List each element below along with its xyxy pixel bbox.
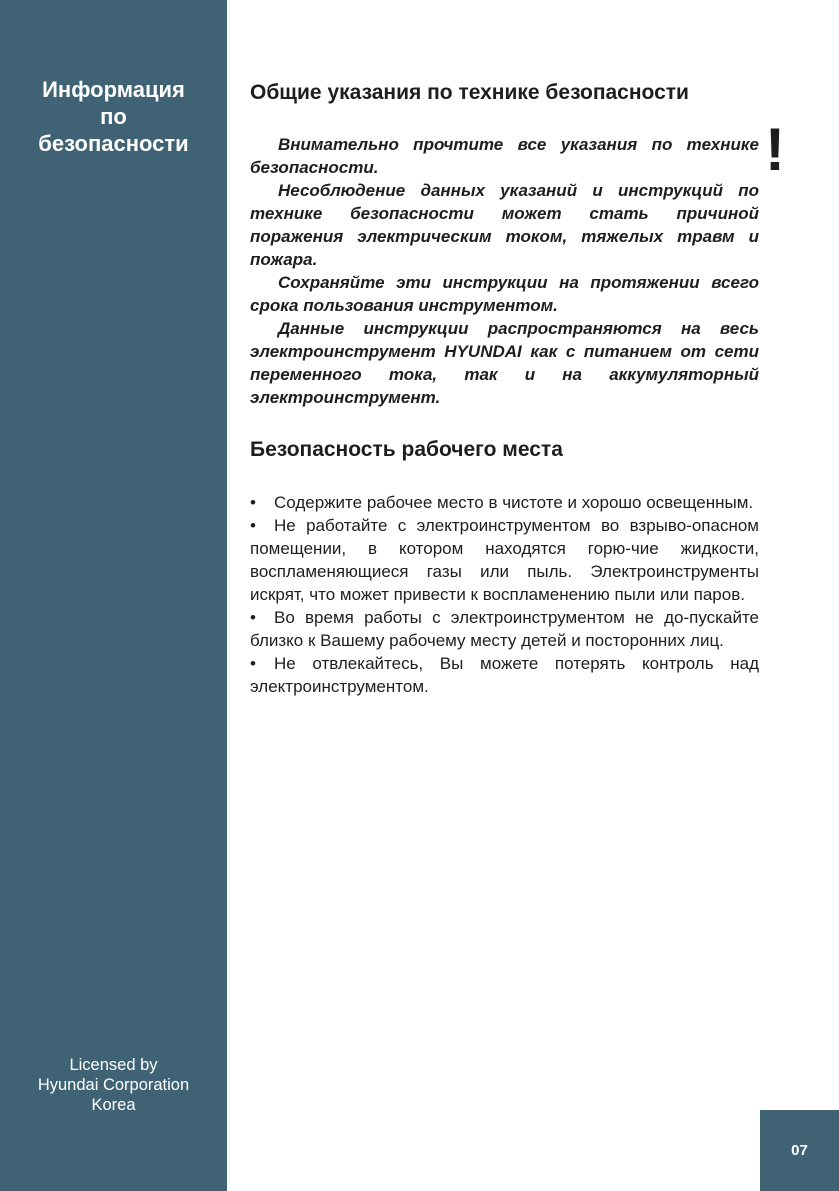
list-item-text: Содержите рабочее место в чистоте и хорошо освещенным. — [274, 493, 754, 512]
license-line: Licensed by — [69, 1056, 158, 1074]
exclamation-icon: ! — [765, 116, 785, 183]
bullet-icon: • — [250, 608, 256, 627]
section-title — [0, 76, 227, 157]
license-line: Hyundai Corporation — [37, 1076, 190, 1094]
license-note — [0, 1055, 227, 1115]
page-number: 07 — [760, 1110, 839, 1191]
intro-paragraph: Данные инструкции распространяются на весь электроинструмент HYUNDAI как с питанием от сети переменного тока, так и на аккумуляторный электроинструмент. — [250, 319, 759, 407]
intro-paragraph: Несоблюдение данных указаний и инструкций по технике безопасности может стать причиной поражения электрическим током, тяжелых травм и пожара. — [250, 181, 759, 269]
section-title-line: по — [100, 104, 127, 129]
list-item-text: Не отвлекайтесь, Вы можете потерять контроль над электроинструментом. — [250, 654, 759, 696]
list-item — [250, 491, 759, 514]
section-heading-workplace-safety: Безопасность рабочего места — [250, 438, 563, 461]
list-item — [250, 514, 759, 606]
bullet-icon: • — [250, 654, 256, 673]
workplace-safety-list — [250, 491, 759, 698]
sidebar — [0, 0, 227, 1191]
list-item — [250, 606, 759, 652]
section-title-line: Информация — [42, 77, 185, 102]
intro-paragraph: Внимательно прочтите все указания по технике безопасности. — [250, 135, 759, 177]
intro-paragraph: Сохраняйте эти инструкции на протяжении всего срока пользования инструментом. — [250, 273, 759, 315]
bullet-icon: • — [250, 516, 256, 535]
list-item — [250, 652, 759, 698]
section-heading-general-safety: Общие указания по технике безопасности — [250, 81, 689, 104]
bullet-icon: • — [250, 493, 256, 512]
list-item-text: Не работайте с электроинструментом во взрыво-опасном помещении, в котором находятся горю-чие жидкости, воспламеняющиеся газы или пыль. Электроинструменты искрят, что может привести к воспламенению пыли или паров. — [250, 516, 759, 604]
section-title-line: безопасности — [38, 131, 189, 156]
safety-intro — [250, 133, 759, 409]
list-item-text: Во время работы с электроинструментом не до-пускайте близко к Вашему рабочему месту детей и посторонних лиц. — [250, 608, 759, 650]
license-line: Korea — [91, 1096, 136, 1114]
